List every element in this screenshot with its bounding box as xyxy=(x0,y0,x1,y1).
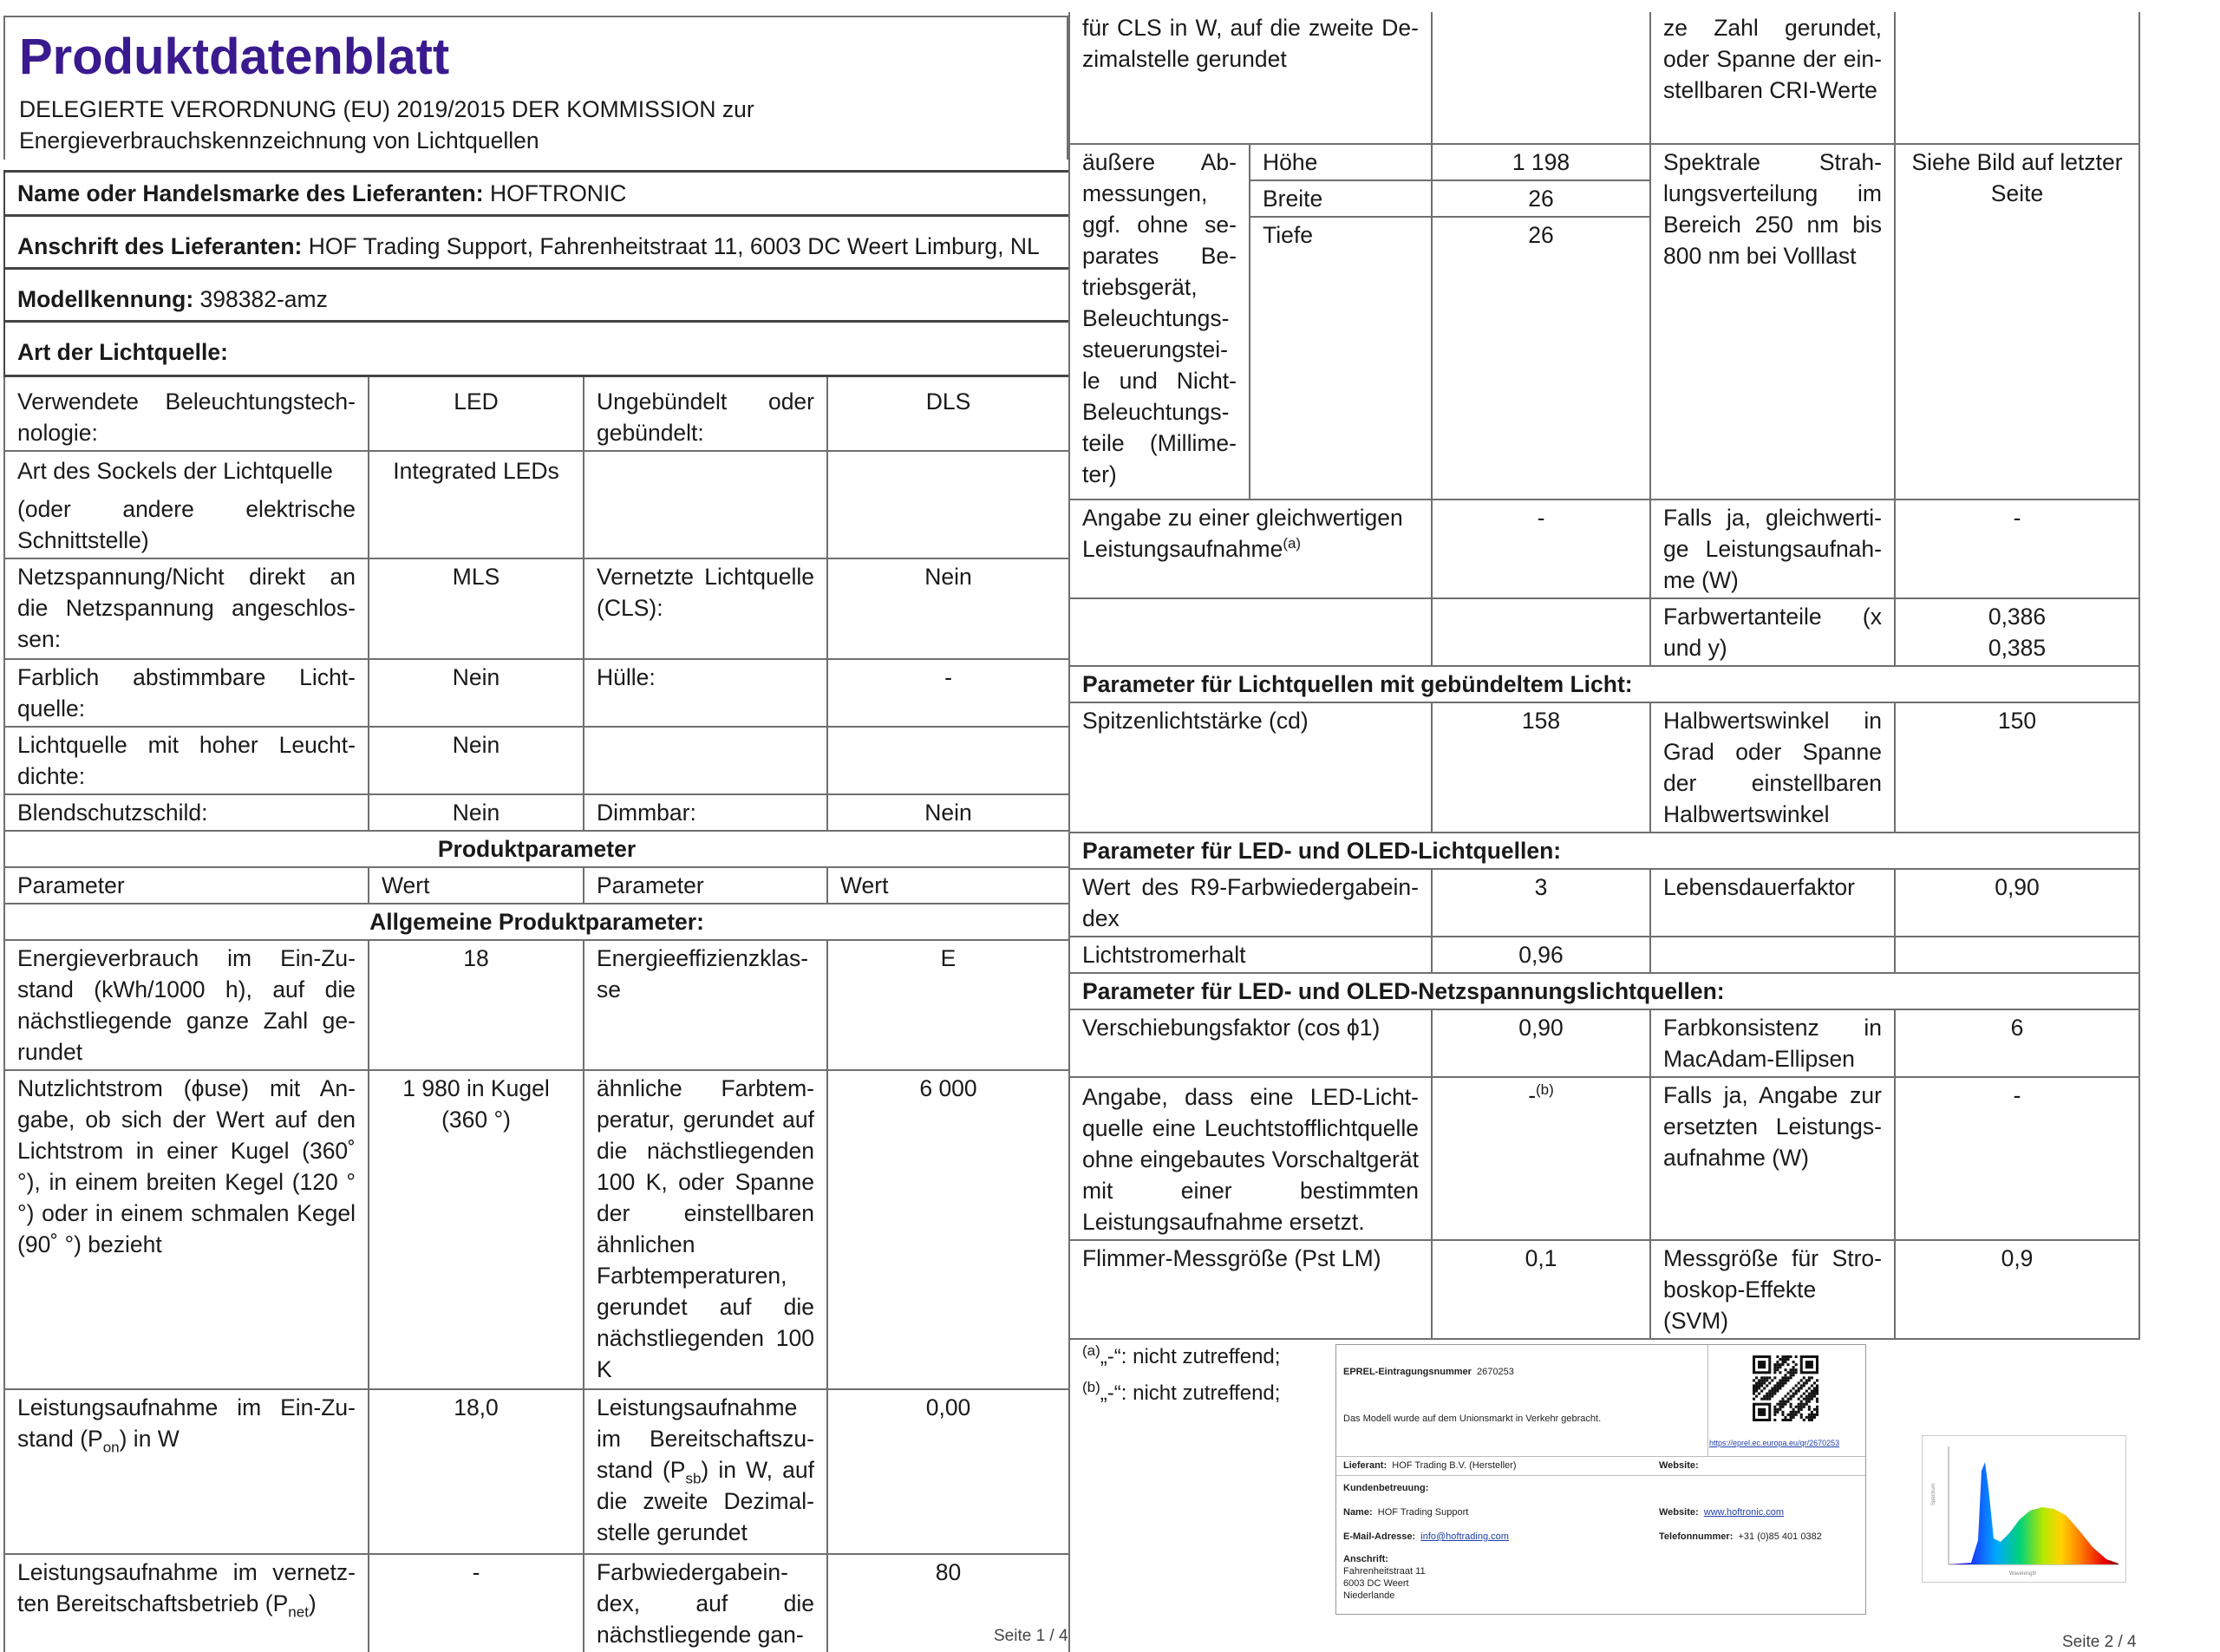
eprel-url-link[interactable]: https://eprel.ec.europa.eu/qr/2670253 xyxy=(1709,1439,1840,1447)
cell-cri-label: Farbwiedergabeindex, auf die nächstliegende gan- xyxy=(584,1554,827,1652)
eprel-divider xyxy=(1336,1475,1865,1476)
cell-peak-intensity-label: Spitzenlichtstärke (cd) xyxy=(1069,702,1432,833)
cell-stroboscopic-label: Messgröße für Stroboskop-Effekte (SVM) xyxy=(1650,1240,1895,1339)
header-block xyxy=(3,16,1068,160)
eprel-divider xyxy=(1336,1456,1865,1457)
cell-mains-label: Netzspannung/Nicht direkt an die Netzspannung angeschlossen: xyxy=(4,558,369,659)
column-header-row xyxy=(4,867,1069,904)
cell-spectrum-label: Spektrale Strahlungsverteilung im Bereich 250 nm bis 800 nm bei Volllast xyxy=(1650,144,1895,500)
footnote-b-text: „-“: nicht zutreffend; xyxy=(1100,1381,1281,1405)
section-general-parameters: Allgemeine Produktparameter: xyxy=(4,904,1069,940)
type-row xyxy=(4,322,1069,376)
cell-tunable-value: Nein xyxy=(369,659,584,727)
col-header-value: Wert xyxy=(369,867,584,904)
cell-cls-value: Nein xyxy=(827,558,1069,659)
on-power-text: Leistungsaufnahme im Ein-Zustand (P xyxy=(17,1394,356,1452)
cell-networked-value: - xyxy=(369,1554,584,1652)
cell-lumen-maint-label: Lichtstromerhalt xyxy=(1069,937,1432,973)
eprel-phone-label: Telefonnummer: xyxy=(1659,1531,1734,1542)
cell-empty xyxy=(1650,937,1895,973)
cell-dimmable-value: Nein xyxy=(827,794,1069,831)
table-row xyxy=(1069,937,2139,973)
cell-depth-label: Tiefe xyxy=(1250,217,1432,500)
table-row xyxy=(4,659,1069,727)
cell-cls-standby-label: für CLS in W, auf die zweite Dezimalstelle gerundet xyxy=(1069,12,1432,144)
eprel-reg-label: EPREL-Eintragungsnummer xyxy=(1343,1367,1472,1377)
cell-chromaticity-label: Farbwertanteile (x und y) xyxy=(1650,598,1895,666)
table-row xyxy=(4,1070,1069,1389)
svg-text:Wavelength: Wavelength xyxy=(2009,1571,2037,1577)
table-row xyxy=(4,451,1069,558)
cell-envelope-value: - xyxy=(827,659,1069,727)
cell-equivalent-power-label: Falls ja, gleichwertige Leistungsaufnahme (W) xyxy=(1650,500,1895,598)
eprel-address-line-1: Fahrenheitstraat 11 xyxy=(1343,1566,1426,1577)
footnote-a-mark: (a) xyxy=(1082,1342,1100,1359)
eprel-phone-value: +31 (0)85 401 0382 xyxy=(1738,1531,1822,1542)
section-header-row xyxy=(1069,833,2139,869)
cell-directional-value: DLS xyxy=(827,376,1069,452)
cell-cct-value: 6 000 xyxy=(827,1070,1069,1389)
equivalent-footnote: (a) xyxy=(1283,535,1302,552)
eprel-supplier-label: Lieferant: xyxy=(1343,1460,1388,1471)
cell-color-consistency-value: 6 xyxy=(1895,1009,2139,1077)
cell-width-label: Breite xyxy=(1250,180,1432,217)
networked-text: Leistungsaufnahme im vernetzten Bereitschaftsbetrieb (P xyxy=(17,1559,356,1616)
cell-empty xyxy=(1895,937,2139,973)
eprel-divider-vertical xyxy=(1707,1345,1708,1456)
eprel-website-label-text: Website: xyxy=(1659,1460,1699,1471)
page-footer-2: Seite 2 / 4 xyxy=(2062,1633,2137,1651)
table-row xyxy=(1069,1240,2139,1339)
table-row xyxy=(4,558,1069,659)
section-header-row xyxy=(1069,973,2139,1009)
product-table-page-1 xyxy=(3,170,1070,1652)
cell-standby-value: 0,00 xyxy=(827,1389,1069,1554)
cell-directional-label: Ungebündelt oder gebündelt: xyxy=(584,376,827,452)
address-row xyxy=(4,216,1069,269)
networked-sub: net xyxy=(288,1603,309,1621)
standby-unit: ) in W, auf die zweite Dezimalstelle gerundet xyxy=(597,1457,814,1545)
eprel-website-link[interactable]: www.hoftronic.com xyxy=(1703,1507,1785,1518)
cell-cls-label: Vernetzte Lichtquelle (CLS): xyxy=(584,558,827,659)
section-directional: Parameter für Lichtquellen mit gebündeltem Licht: xyxy=(1069,666,2139,702)
cell-dimmable-label: Dimmbar: xyxy=(584,794,827,831)
cell-r9-label: Wert des R9-Farbwiedergabeindex xyxy=(1069,869,1432,937)
cell-standby-label xyxy=(584,1389,827,1554)
section-product-parameters: Produktparameter xyxy=(4,831,1069,867)
page-title: Produktdatenblatt xyxy=(19,29,450,85)
eprel-website2-label: Website: xyxy=(1659,1507,1699,1518)
networked-unit: ) xyxy=(308,1590,317,1616)
eprel-address-line-3: Niederlande xyxy=(1343,1590,1395,1601)
on-power-unit: ) in W xyxy=(119,1426,180,1452)
section-header-row xyxy=(4,831,1069,867)
cell-empty xyxy=(1432,12,1650,144)
model-row xyxy=(4,269,1069,322)
cell-depth-value: 26 xyxy=(1432,217,1650,500)
cell-height-label: Höhe xyxy=(1250,144,1432,180)
cell-equivalent-label xyxy=(1069,500,1432,598)
cell-dimensions-label: äußere Abmessungen, ggf. ohne separates Betriebsgerät, Beleuchtungssteuerungsteile und Nicht-Beleuchtungsteile (Millimeter) xyxy=(1069,144,1250,500)
cell-flicker-value: 0,1 xyxy=(1432,1240,1650,1339)
cell-chromaticity-value xyxy=(1895,598,2139,666)
replacement-footnote: (b) xyxy=(1536,1081,1554,1099)
cell-spectrum-value: Siehe Bild auf letzter Seite xyxy=(1895,144,2139,500)
footnotes xyxy=(1082,1339,1280,1412)
cell-antiglare-value: Nein xyxy=(369,794,584,831)
regulation-subtitle xyxy=(19,85,1067,160)
supplier-label: Name oder Handelsmarke des Lieferanten: xyxy=(17,180,484,206)
cell-replaced-power-value: - xyxy=(1895,1077,2139,1240)
cell-r9-value: 3 xyxy=(1432,869,1650,937)
cell-survival-label: Lebensdauerfaktor xyxy=(1650,869,1895,937)
cell-efficiency-class-value: E xyxy=(827,940,1069,1070)
eprel-address-block xyxy=(1343,1553,1426,1602)
table-row xyxy=(1069,702,2139,833)
cell-survival-value: 0,90 xyxy=(1895,869,2139,937)
cell-technology-label: Verwendete Beleuchtungstechnologie: xyxy=(4,376,369,452)
table-row xyxy=(1069,1077,2139,1240)
col-header-parameter: Parameter xyxy=(4,867,369,904)
cell-socket-value: Integrated LEDs xyxy=(369,451,584,558)
cell-empty xyxy=(584,727,827,794)
eprel-website-label xyxy=(1659,1459,1699,1472)
eprel-supplier-value: HOF Trading B.V. (Hersteller) xyxy=(1392,1460,1517,1471)
cell-equivalent-value: - xyxy=(1432,500,1650,598)
cell-height-value: 1 198 xyxy=(1432,144,1650,180)
eprel-support-label-text: Kundenbetreuung: xyxy=(1343,1483,1429,1493)
cell-energy-label: Energieverbrauch im Ein-Zustand (kWh/1000 h), auf die nächstliegende ganze Zahl gerundet xyxy=(4,940,369,1070)
footnote-a xyxy=(1082,1339,1280,1375)
table-row xyxy=(4,1554,1069,1652)
cell-replaced-power-label: Falls ja, Angabe zur ersetzten Leistungsaufnahme (W) xyxy=(1650,1077,1895,1240)
table-row xyxy=(4,794,1069,831)
eprel-name-value: HOF Trading Support xyxy=(1377,1507,1469,1518)
table-row xyxy=(4,727,1069,794)
cell-technology-value: LED xyxy=(369,376,584,452)
table-row xyxy=(1069,12,2139,144)
cell-empty xyxy=(827,451,1069,558)
table-row xyxy=(1069,1009,2139,1077)
eprel-website-row xyxy=(1659,1506,1784,1518)
cell-lumen-maint-value: 0,96 xyxy=(1432,937,1650,973)
col-header-parameter: Parameter xyxy=(584,867,827,904)
cell-empty xyxy=(1432,598,1650,666)
supplier-row xyxy=(4,172,1069,216)
supplier-value: HOFTRONIC xyxy=(489,180,627,206)
eprel-market-text: Das Modell wurde auf dem Unionsmarkt in Verkehr gebracht. xyxy=(1343,1414,1602,1424)
spectrum-thumbnail xyxy=(1922,1435,2126,1583)
eprel-reg-number: 2670253 xyxy=(1477,1367,1514,1377)
eprel-support-label xyxy=(1343,1482,1428,1494)
model-label: Modellkennung: xyxy=(17,286,194,312)
cell-on-power-label xyxy=(4,1389,369,1554)
cell-mains-value: MLS xyxy=(369,558,584,659)
cell-socket-label xyxy=(4,451,369,558)
equivalent-text: Angabe zu einer gleichwertigen Leistungsaufnahme xyxy=(1082,505,1403,562)
cell-empty xyxy=(584,451,827,558)
cell-cct-label: ähnliche Farbtemperatur, gerundet auf die nächstliegenden 100 K, oder Spanne der einstellbaren ähnlichen Farbtemperaturen, gerundet auf die nächstliegenden 100 K xyxy=(584,1070,827,1389)
eprel-address-label: Anschrift: xyxy=(1343,1554,1388,1564)
qr-code-icon xyxy=(1753,1355,1818,1421)
col-header-value: Wert xyxy=(827,867,1069,904)
cell-displacement-label: Verschiebungsfaktor (cos ϕ1) xyxy=(1069,1009,1432,1077)
cell-peak-intensity-value: 158 xyxy=(1432,702,1650,833)
eprel-email-label: E-Mail-Adresse: xyxy=(1343,1531,1416,1542)
chromaticity-y: 0,385 xyxy=(1988,635,2047,661)
standby-text: Leistungsaufnahme im Bereitschaftszustand (P xyxy=(597,1394,814,1483)
subtitle-line-2: Energieverbrauchskennzeichnung von Lichtquellen xyxy=(19,127,539,153)
section-led: Parameter für LED- und OLED-Lichtquellen: xyxy=(1069,833,2139,869)
cell-equivalent-power-value: - xyxy=(1895,500,2139,598)
table-row xyxy=(4,376,1069,452)
cell-networked-label xyxy=(4,1554,369,1652)
model-value: 398382-amz xyxy=(199,286,328,312)
eprel-label-card xyxy=(1335,1344,1866,1615)
eprel-address-line-2: 6003 DC Weert xyxy=(1343,1578,1409,1589)
cell-replacement-value xyxy=(1432,1077,1650,1240)
table-row xyxy=(1069,144,2139,180)
cell-empty xyxy=(1895,12,2139,144)
standby-sub: sb xyxy=(685,1470,702,1487)
cell-energy-value: 18 xyxy=(369,940,584,1070)
eprel-email-row xyxy=(1343,1531,1509,1543)
cell-beam-angle-value: 150 xyxy=(1895,702,2139,833)
eprel-phone-row xyxy=(1659,1531,1822,1543)
spectrum-graphic xyxy=(1923,1436,2127,1583)
socket-label-line-2: (oder andere elektrische Schnittstelle) xyxy=(17,496,356,553)
address-label: Anschrift des Lieferanten: xyxy=(17,233,303,259)
table-row xyxy=(1069,598,2139,666)
subtitle-line-1: DELEGIERTE VERORDNUNG (EU) 2019/2015 DER KOMMISSION zur xyxy=(19,96,754,122)
table-row xyxy=(1069,500,2139,598)
footnote-a-text: „-“: nicht zutreffend; xyxy=(1100,1345,1281,1368)
eprel-email-link[interactable]: info@hoftrading.com xyxy=(1420,1531,1509,1542)
on-power-sub: on xyxy=(102,1439,120,1456)
cell-on-power-value: 18,0 xyxy=(369,1389,584,1554)
cell-empty xyxy=(827,727,1069,794)
footnote-b xyxy=(1082,1375,1280,1412)
eprel-name-label: Name: xyxy=(1343,1507,1373,1518)
cell-displacement-value: 0,90 xyxy=(1432,1009,1650,1077)
cell-flicker-label: Flimmer-Messgröße (Pst LM) xyxy=(1069,1240,1432,1339)
cell-luminance-label: Lichtquelle mit hoher Leuchtdichte: xyxy=(4,727,369,794)
cell-tunable-label: Farblich abstimmbare Lichtquelle: xyxy=(4,659,369,727)
table-row xyxy=(1069,869,2139,937)
cell-flux-value: 1 980 in Kugel (360 °) xyxy=(369,1070,584,1389)
address-value: HOF Trading Support, Fahrenheitstraat 11, 6003 DC Weert Limburg, NL xyxy=(308,233,1040,259)
cell-empty xyxy=(1069,598,1432,666)
cell-cri-cont-label: ze Zahl gerundet, oder Spanne der einstellbaren CRI-Werte xyxy=(1650,12,1895,144)
cell-envelope-label: Hülle: xyxy=(584,659,827,727)
table-row xyxy=(4,1389,1069,1554)
section-header-row xyxy=(4,904,1069,940)
table-row xyxy=(4,940,1069,1070)
eprel-reg-row xyxy=(1343,1366,1514,1378)
cell-antiglare-label: Blendschutzschild: xyxy=(4,794,369,831)
cell-replacement-label: Angabe, dass eine LED-Lichtquelle eine Leuchtstofflichtquelle ohne eingebautes Vorschaltgerät mit einer bestimmten Leistungsaufnahme ersetzt. xyxy=(1069,1077,1432,1240)
cell-efficiency-class-label: Energieeffizienzklasse xyxy=(584,940,827,1070)
cell-flux-label: Nutzlichtstrom (ϕuse) mit Angabe, ob sich der Wert auf den Lichtstrom in einer Kugel (360˚ °), in einem breiten Kegel (120 °°) oder in einem schmalen Kegel (90˚ °) bezieht xyxy=(4,1070,369,1389)
svg-text:Spectrum: Spectrum xyxy=(1931,1483,1936,1505)
eprel-name-row xyxy=(1343,1506,1468,1518)
cell-beam-angle-label: Halbwertswinkel in Grad oder Spanne der einstellbaren Halbwertswinkel xyxy=(1650,702,1895,833)
page-footer-1: Seite 1 / 4 xyxy=(994,1627,1068,1645)
cell-cri-value: 80 xyxy=(827,1554,1069,1652)
section-header-row xyxy=(1069,666,2139,702)
section-led-mains: Parameter für LED- und OLED-Netzspannungslichtquellen: xyxy=(1069,973,2139,1009)
cell-stroboscopic-value: 0,9 xyxy=(1895,1240,2139,1339)
qr-code-graphic xyxy=(1753,1355,1818,1421)
product-table-page-2 xyxy=(1068,12,2140,1340)
cell-luminance-value: Nein xyxy=(369,727,584,794)
socket-label-line-1: Art des Sockels der Lichtquelle xyxy=(17,458,333,484)
replacement-dash: - xyxy=(1528,1082,1537,1108)
cell-color-consistency-label: Farbkonsistenz in MacAdam-Ellipsen xyxy=(1650,1009,1895,1077)
type-label: Art der Lichtquelle: xyxy=(4,322,1069,376)
footnote-b-mark: (b) xyxy=(1082,1379,1100,1395)
chromaticity-x: 0,386 xyxy=(1988,604,2047,630)
eprel-supplier-row xyxy=(1343,1459,1517,1472)
datasheet-page-1 xyxy=(0,0,1068,1652)
cell-width-value: 26 xyxy=(1432,180,1650,217)
